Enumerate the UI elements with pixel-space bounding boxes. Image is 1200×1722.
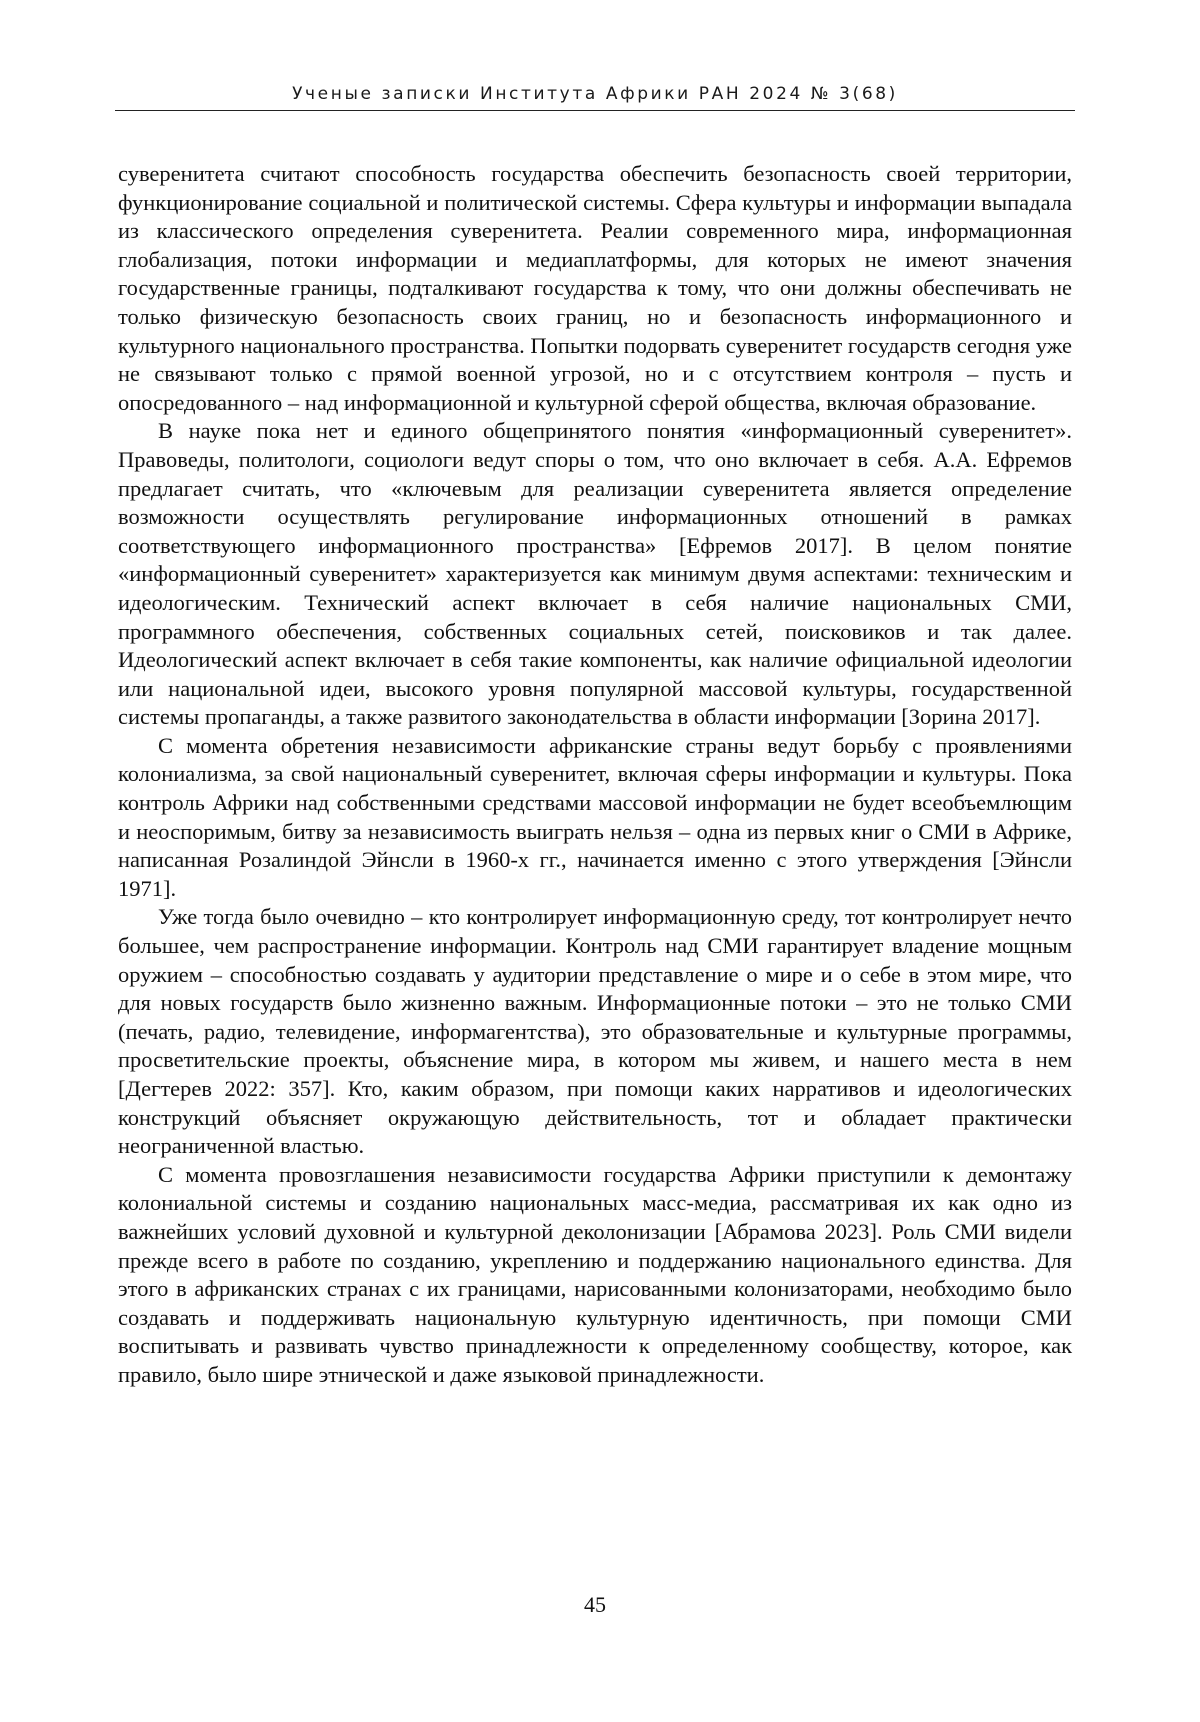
header-divider xyxy=(115,110,1075,111)
page-number: 45 xyxy=(584,1592,606,1617)
paragraph-2: В науке пока нет и единого общепринятого понятия «информационный суверенитет». Правоведы, политологи, социологи ведут споры о том, что оно включает в себя. А.А. Ефремов предлагает считать, что «ключевым для реализации суверенитета является определение возможности осуществлять регулирование информационных отношений в рамках соответствующего информационного пространства» [Ефремов 2017]. В целом понятие «информационный суверенитет» характеризуется как минимум двумя аспектами: техническим и идеологическим. Технический аспект включает в себя наличие национальных СМИ, программного обеспечения, собственных социальных сетей, поисковиков и так далее. Идеологический аспект включает в себя такие компоненты, как наличие официальной идеологии или национальной идеи, высокого уровня популярной массовой культуры, государственной системы пропаганды, а также развитого законодательства в области информации [Зорина 2017]. xyxy=(118,418,1072,730)
paragraph-5: С момента провозглашения независимости государства Африки приступили к демонтажу колониальной системы и созданию национальных масс-медиа, рассматривая их как одно из важнейших условий духовной и культурной деколонизации [Абрамова 2023]. Роль СМИ видели прежде всего в работе по созданию, укреплению и поддержанию национального единства. Для этого в африканских странах с их границами, нарисованными колонизаторами, необходимо было создавать и поддерживать национальную культурную идентичность, при помощи СМИ воспитывать и развивать чувство принадлежности к определенному сообществу, которое, как правило, было шире этнической и даже языковой принадлежности. xyxy=(118,1161,1072,1387)
paragraph-4: Уже тогда было очевидно – кто контролирует информационную среду, тот контролирует нечто большее, чем распространение информации. Контроль над СМИ гарантирует владение мощным оружием – способностью создавать у аудитории представление о мире и о себе в этом мире, что для новых государств было жизненно важным. Информационные потоки – это не только СМИ (печать, радио, телевидение, информагентства), это образовательные и культурные программы, просветительские проекты, объяснение мира, в котором мы живем, и нашего места в нем [Дегтерев 2022: 357]. Кто, каким образом, при помощи каких нарративов и идеологических конструкций объясняет окружающую действительность, тот и обладает практически неограниченной властью. xyxy=(118,904,1072,1159)
article-body xyxy=(118,160,1072,1390)
paragraph-3: С момента обретения независимости африканские страны ведут борьбу с проявлениями колониализма, за свой национальный суверенитет, включая сферы информации и культуры. Пока контроль Африки над собственными средствами массовой информации не будет всеобъемлющим и неоспоримым, битву за независимость выиграть нельзя – одна из первых книг о СМИ в Африке, написанная Розалиндой Эйнсли в 1960-х гг., начинается именно с этого утверждения [Эйнсли 1971]. xyxy=(118,732,1072,901)
paragraph-1: суверенитета считают способность государства обеспечить безопасность своей территории, функционирование социальной и политической системы. Сфера культуры и информации выпадала из классического определения суверенитета. Реалии современного мира, информационная глобализация, потоки информации и медиаплатформы, для которых не имеют значения государственные границы, подталкивают государства к тому, что они должны обеспечивать не только физическую безопасность своих границ, но и безопасность информационного и культурного национального пространства. Попытки подорвать суверенитет государств сегодня уже не связывают только с прямой военной угрозой, но и с отсутствием контроля – пусть и опосредованного – над информационной и культурной сферой общества, включая образование. xyxy=(118,161,1072,415)
journal-running-header: Ученые записки Института Африки РАН 2024 № 3(68) xyxy=(292,84,898,104)
